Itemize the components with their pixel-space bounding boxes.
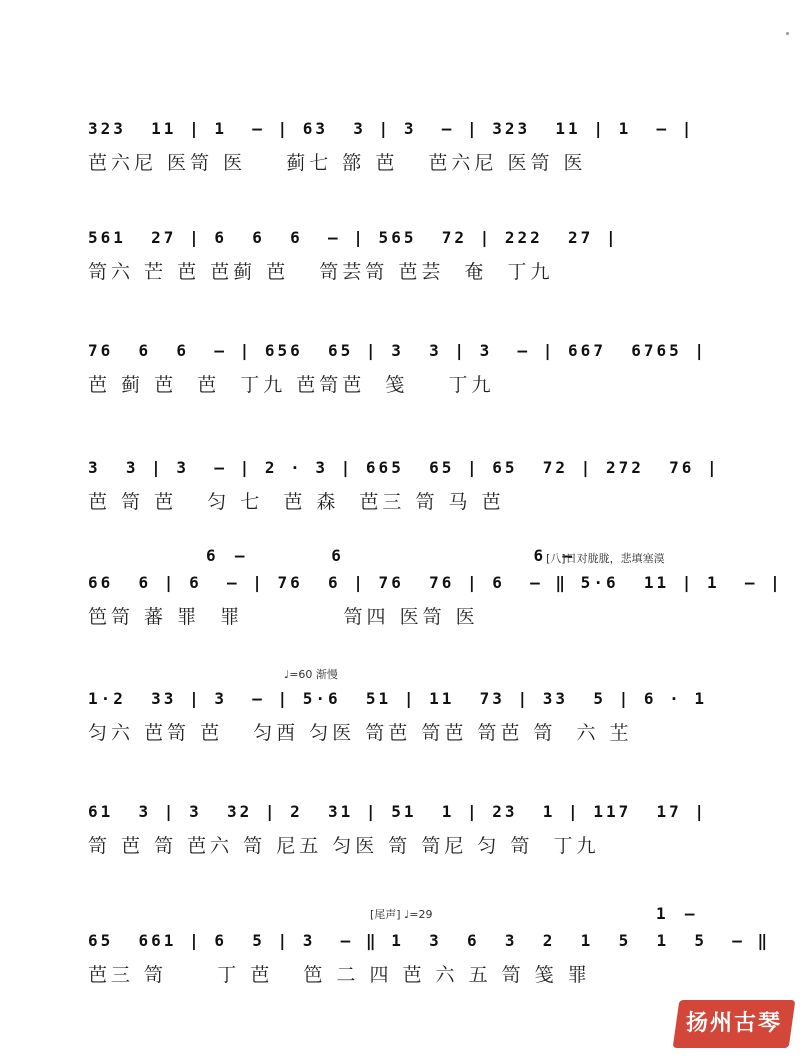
watermark-logo [673,1000,796,1048]
jianzi-line: 芭六尼 医笥 医 蓟七 篰 芭 芭六尼 医笥 医 [88,152,587,174]
jianzi-line: 笥 芭 笥 芭六 笥 尼五 匀医 笥 笥尼 匀 笥 丁九 [88,835,600,857]
jianzi-line: 芭 蓟 芭 芭 丁九 芭笥芭 笺 丁九 [88,374,495,396]
section-annotation: [八]日对胧胧，悲填塞漠 [546,552,665,565]
watermark-text: 扬州古琴 [685,1011,782,1036]
upper-voice: 6 — 6 6 — [206,546,573,565]
jianzi-line: 匀六 芭笥 芭 匀酉 匀医 笥芭 笥芭 笥芭 笥 六 芏 [88,722,633,744]
jianpu-line: 76 6 6 — | 656 65 | 3 3 | 3 — | 667 6765 | [88,341,708,360]
scan-speck [786,32,789,35]
upper-voice: 1 — [656,904,695,923]
jianpu-line: 561 27 | 6 6 6 — | 565 72 | 222 27 | [88,228,619,247]
jianpu-line: 61 3 | 3 32 | 2 31 | 51 1 | 23 1 | 117 17 | [88,802,708,821]
jianzi-line: 芭 笥 芭 匀 七 芭 森 芭三 笥 马 芭 [88,491,505,513]
jianpu-line: 323 11 | 1 — | 63 3 | 3 — | 323 11 | 1 — | [88,119,695,138]
jianpu-line: 1·2 33 | 3 — | 5·6 51 | 11 73 | 33 5 | 6 · 1 [88,689,708,708]
jianzi-line: 笥六 芒 芭 芭蓟 芭 笥芸笥 芭芸 奄 丁九 [88,261,554,283]
jianpu-line: 65 661 | 6 5 | 3 — ‖ 1 3 6 3 2 1 5 1 5 — ‖ [88,931,771,950]
jianpu-line: 3 3 | 3 — | 2 · 3 | 665 65 | 65 72 | 272 76 | [88,458,720,477]
section-annotation: [尾声] ♩=29 [370,908,433,921]
jianzi-line: 芭三 笥 丁 芭 笆 二 四 芭 六 五 笥 笺 罪 [88,964,591,986]
jianpu-line: 66 6 | 6 — | 76 6 | 76 76 | 6 — ‖ 5·6 11 | 1 — | [88,573,783,592]
jianzi-line: 笆笥 蕃 罪 罪 笥四 医笥 医 [88,606,479,628]
tempo-annotation: ♩=60 渐慢 [284,668,338,681]
